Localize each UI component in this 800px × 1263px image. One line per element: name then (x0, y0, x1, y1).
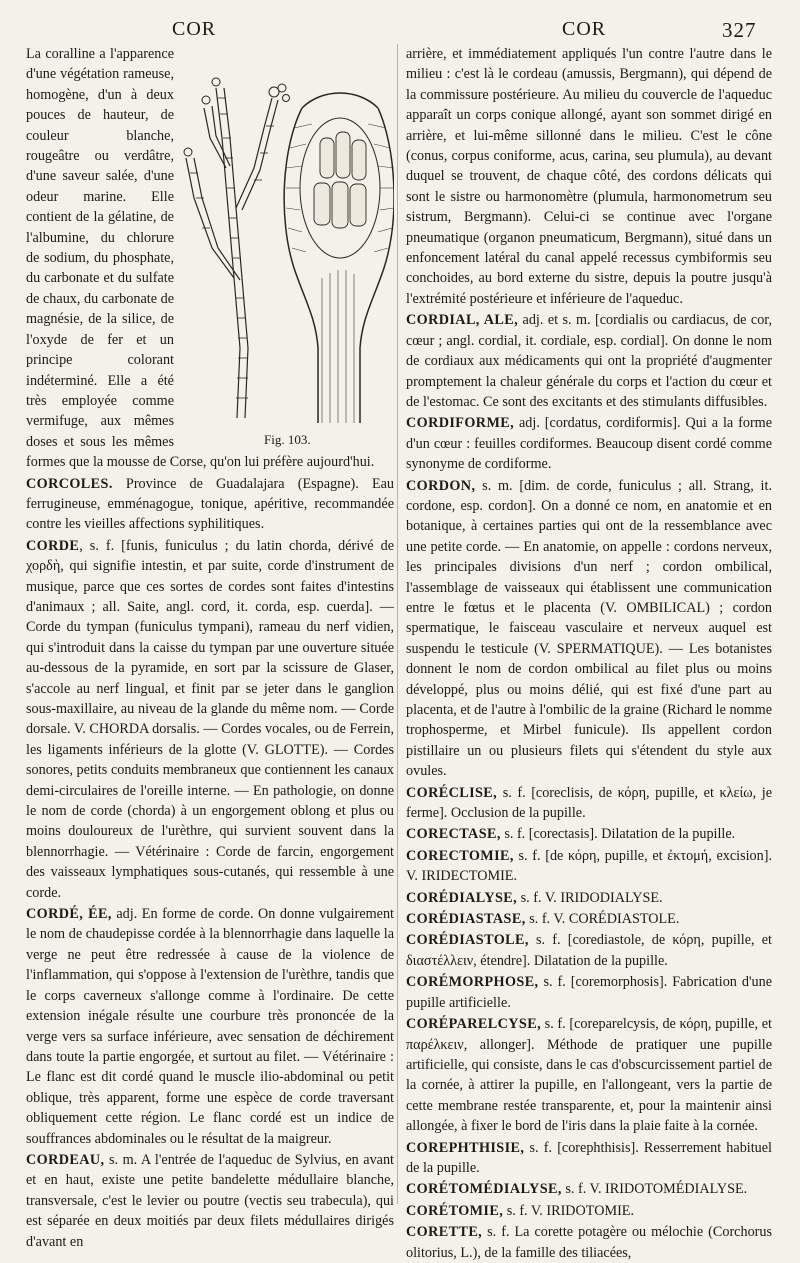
entry-corephthisie (406, 1138, 772, 1179)
entry-text: s. f. [corediastole, de κόρη, pupille, et διαστέλλειν, étendre]. Dilatation de la pupille. (406, 932, 772, 969)
figure-coralline (182, 48, 394, 447)
headword: CORDEAU, (26, 1151, 105, 1168)
entry-coremorphose (406, 972, 772, 1013)
headword: CORÉMORPHOSE, (406, 974, 539, 991)
entry-corcoles (26, 474, 394, 535)
headword: CORÉDIASTOLE, (406, 932, 529, 949)
headword: CORECTASE, (406, 826, 501, 843)
entry-coredialyse (406, 888, 772, 908)
entry-text: s. f. La corette potagère ou mélochie (Corchorus olitorius, L.), de la famille des tiliacées, (406, 1224, 772, 1261)
headword: CORDON, (406, 477, 476, 494)
coralline-illustration (182, 48, 394, 428)
entry-text: s. f. [coremorphosis]. Fabrication d'une pupille artificielle. (406, 974, 772, 1011)
left-column (26, 44, 394, 1252)
entry-coretomedialyse (406, 1179, 772, 1199)
entry-corediastole (406, 930, 772, 971)
entry-text: s. f. V. IRIDOTOMIE. (503, 1202, 635, 1219)
entry-cordial (406, 310, 772, 412)
headword: CORDÉ, ÉE, (26, 906, 112, 923)
entry-coreclise (406, 783, 772, 824)
coralline-paragraph: La coralline a l'apparence d'une végétation rameuse, homogène, d'un à deux pouces de hauteur, de couleur blanche, rougeâtre ou verdâtre, d'une saveur salée, d'une odeur marine. Elle contient de la gélatine, de l'albumine, du chlorure de sodium, du phosphate, du carbonate et du sulfate de chaux, du carbonate de magnésie, de la silice, de l'oxyde de fer et un principe colorant indéterminé. Elle a été très employée comme vermifuge, aux mêmes doses et sous les mêmes formes que la mousse de Corse, qu'on lui préfère aujourd'hui. (26, 46, 375, 471)
entry-corde-adj (26, 904, 394, 1149)
headword: COREPHTHISIE, (406, 1139, 525, 1156)
entry-text: s. f. [de κόρη, pupille, et ἐκτομή, excision]. V. IRIDECTOMIE. (406, 847, 772, 885)
headword: CORÉPARELCYSE, (406, 1016, 542, 1033)
entry-text: adj. En forme de corde. On donne vulgairement le nom de chaudepisse cordée à la blennorrhagie dans laquelle la verge ne peut être redressée à cause de la violence de l'inflammation, qui s'oppose à l'extension de l'urèthre, tandis que le corps caverneux s'allonge comme à l'ordinaire. De cette extension inégale résulte une courbure très prononcée de la verge vers sa surface inférieure, avec sensation de déchirement dans toute la partie engorgée, et surtout au filet. — Vétérinaire : Le flanc est dit cordé quand le muscle ilio-abdominal ou petit oblique, très apparent, forme une espèce de corde traversant obliquement cette région. Le flanc cordé est un indice de souffrances abdominales ou le résultat de la maigreur. (26, 906, 394, 1147)
right-column (406, 44, 772, 1263)
entry-coreparelcyse (406, 1014, 772, 1136)
entry-text: s. f. [coreparelcysis, de κόρη, pupille, et παρέλκειν, allonger]. Méthode de pratiquer une pupille artificielle, qui consiste, dans le cas d'obscurcissement partiel de la cornée, à attirer la pupille, en l'allongeant, vers la partie de cette membrane restée transparente, et, pour la maintenir ainsi allongée, à fixer le bord de l'iris dans la plaie faite à la cornée. (406, 1016, 772, 1135)
cordeau-continuation: arrière, et immédiatement appliqués l'un contre l'autre dans le milieu : c'est là le cordeau (amussis, Bergmann), qui dépend de la commissure postérieure. Au milieu du couvercle de l'aqueduc apparaît un corps conique allongé, ayant son sommet dirigé en arrière, et lui-même sillonné dans le milieu. C'est le cône (conus, corpus coniforme, acus, carina, seu plumula), au devant duquel se trouvent, de chaque côté, des cordons délicats qui sont le sistre ou harmonomètre (plumula, harmonometrum seu sistrum, Bergmann). Celui-ci se continue avec l'organe pneumatique (organon pneumaticum, Bergmann), situé dans un enfoncement latéral du canal appelé recessus cymbiformis seu conchoides, au bord externe du sistre, depuis la poutre jusqu'à l'extrémité postérieure et inférieure de l'aqueduc. (406, 46, 772, 307)
entry-corediastase (406, 909, 772, 929)
entry-corectase (406, 824, 772, 844)
entry-text: adj. et s. m. [cordialis ou cardiacus, de cor, cœur ; angl. cordial, it. cordiale, esp. cordial]. On donne le nom de cordiaux aux médicaments qui ont la propriété d'augmenter promptement la chaleur générale du corps et l'action du cœur et de l'estomac. Ce sont des excitants et des stimulants diffusibles. (406, 312, 772, 410)
headword: CORDIAL, ALE, (406, 312, 519, 329)
entry-text: , s. f. [funis, funiculus ; du latin chorda, dérivé de χορδὴ, qui signifie intestin, et par suite, corde d'instrument de musique, parce que ces sortes de cordes sont faites d'intestins d'animaux ; all. Saite, angl. cord, it. corda, esp. cuerda]. — Corde du tympan (funiculus tympani), rameau du nerf vidien, qui s'introduit dans la caisse du tympan par une ouverture située au-dessous de la pyramide, en sort par la scissure de Glaser, s'accole au nerf lingual, et finit par se jeter dans le ganglion sous-maxillaire, au niveau de la glande du même nom. — Corde dorsale. V. CHORDA dorsalis. — Cordes vocales, ou de Ferrein, les ligaments inférieurs de la glotte (V. GLOTTE). — Cordes sonores, petits conduits membraneux que contiennent les canaux demi-circulaires de l'oreille interne. — En pathologie, on donne le nom de corde (chorda) à un engorgement oblong et plus ou moins douloureux de l'urèthre, qui survient souvent dans la blennorrhagie. — Vétérinaire : Corde de farcin, engorgement des vaisseaux lymphatiques sous-cutanés, qui ressemble à une corde. (26, 537, 394, 901)
headword: CORÉDIALYSE, (406, 889, 518, 906)
entry-text: s. f. V. CORÉDIASTOLE. (525, 911, 680, 928)
headword: CORECTOMIE, (406, 847, 514, 864)
entry-cordeau (26, 1150, 394, 1252)
headword: CORÉDIASTASE, (406, 911, 526, 928)
column-divider (397, 44, 398, 1204)
headword: CORCOLES. (26, 475, 113, 492)
entry-text: adj. [cordatus, cordiformis]. Qui a la forme d'un cœur : feuilles cordiformes. Beaucoup disent cordé comme synonyme de cordiforme. (406, 415, 772, 473)
headword: CORDIFORME, (406, 415, 515, 432)
entry-text: s. f. [corectasis]. Dilatation de la pupille. (500, 826, 736, 843)
page-number: 327 (722, 18, 757, 42)
headword: CORDE (26, 537, 80, 554)
entry-text: s. f. [coreclisis, de κόρη, pupille, et κλείω, je ferme]. Occlusion de la pupille. (406, 784, 772, 822)
entry-text: s. f. [corephthisis]. Resserrement habituel de la pupille. (406, 1139, 772, 1176)
entry-cordon (406, 476, 772, 782)
entry-coretomie (406, 1201, 772, 1221)
headword: CORETTE, (406, 1224, 483, 1241)
headword: CORÉTOMÉDIALYSE, (406, 1181, 562, 1198)
entry-text: s. f. V. IRIDOTOMÉDIALYSE. (561, 1181, 748, 1198)
headword: CORÉTOMIE, (406, 1202, 504, 1219)
entry-corette (406, 1222, 772, 1263)
running-head-left: COR (172, 18, 217, 40)
entry-cordiforme (406, 413, 772, 474)
entry-corectomie (406, 846, 772, 887)
entry-text: s. m. A l'entrée de l'aqueduc de Sylvius, en avant et en haut, existe une petite bandelette médullaire blanche, transversale, c'est le levier ou poutre (vectis seu trabecula), qui est séparée en deux moitiés par deux filets médullaires dirigés d'avant en (26, 1151, 394, 1250)
running-head-right: COR (562, 18, 607, 40)
entry-text: s. f. V. IRIDODIALYSE. (517, 889, 663, 906)
entry-corde (26, 536, 394, 903)
entry-text: s. m. [dim. de corde, funiculus ; all. Strang, it. cordone, esp. cordon]. On a donné ce nom, en anatomie et en botanique, à certaines parties qui ont de la ressemblance avec une petite corde. — En anatomie, on appelle : cordons nerveux, les principales divisions d'un nerf ; cordon ombilical, l'assemblage de vaisseaux qui établissent une communication entre le fœtus et le placenta (V. OMBILICAL) ; cordon spermatique, le faisceau vasculaire et nerveux auquel est suspendu le testicule (V. SPERMATIQUE). — Les botanistes donnent le nom de cordon ombilical au filet plus ou moins développé, plus ou moins délié, qui est fixé d'une part au placenta, et de l'autre à l'ombilic de la graine (Richard le nomme trophosperme, et Mirbel funicule). Ils appellent cordon pistillaire un ou plusieurs filets qui s'étendent du style aux ovules. (406, 477, 772, 780)
figure-caption: Fig. 103. (264, 432, 311, 447)
headword: CORÉCLISE, (406, 784, 498, 801)
entry-text: Province de Guadalajara (Espagne). Eau ferrugineuse, emménagogue, tonique, apéritive, recommandée contre les vieilles affections syphilitiques. (26, 475, 394, 533)
